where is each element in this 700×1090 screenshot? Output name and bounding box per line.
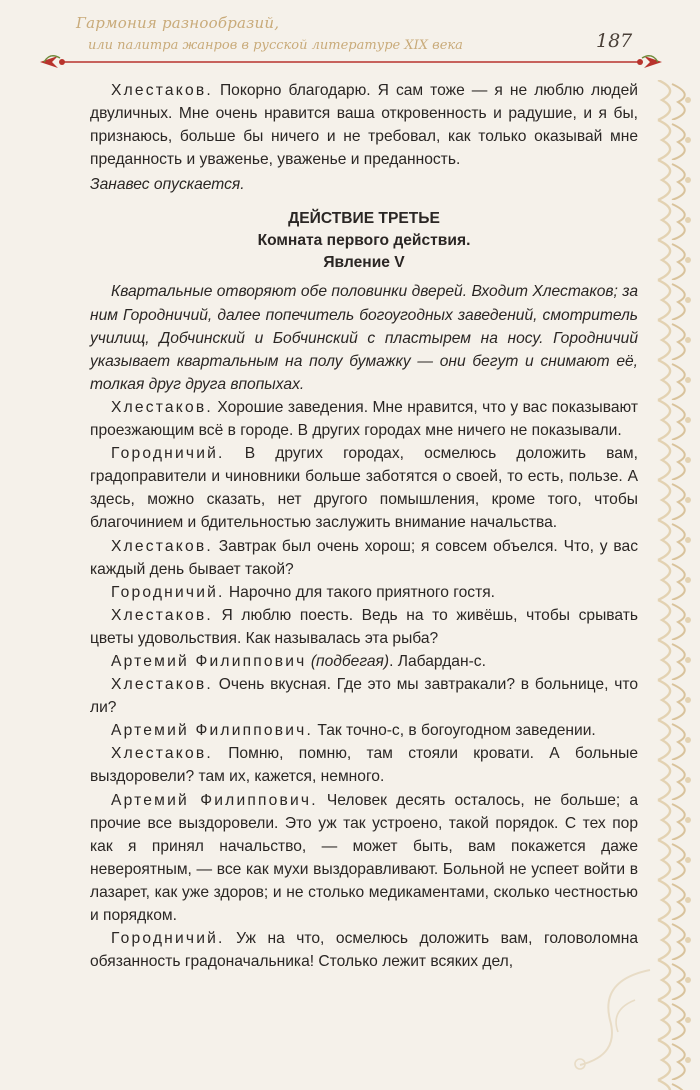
replica-paragraph [90,442,638,534]
replica-paragraph [90,79,638,171]
page-body-text [90,79,638,973]
replica-text: Так точно-с, в богоугодном заведении. [313,722,596,740]
speaker-name: Хлестаков. [111,537,213,555]
speaker-name: Городничий. [111,445,225,463]
replica-text: Нарочно для такого приятного гостя. [224,583,496,601]
speaker-name: Городничий. [111,930,225,948]
corner-swirl-ornament [540,960,660,1080]
speaker-name: Хлестаков. [111,398,213,416]
scene-heading: Явление V [323,254,405,272]
replica-text: Помню, помню, там стояли кровати. А больные выздоровели? там их, кажется, немного. [90,745,638,786]
page-number: 187 [596,30,633,52]
speaker-name: Хлестаков. [111,745,213,763]
replica-paragraph [90,396,638,442]
replica-text: Завтрак был очень хорош; я совсем объелся. Что, у вас каждый день бывает такой? [90,537,638,578]
right-tulip-ornament-icon [637,56,662,68]
replica-paragraph [90,789,638,928]
act-heading: ДЕЙСТВИЕ ТРЕТЬЕ [288,210,440,228]
speaker-remark: (подбегая) [310,652,390,670]
speaker-name: Хлестаков. [111,82,213,99]
replica-paragraph [90,604,638,650]
speaker-name: Артемий Филиппович [111,652,307,670]
replica-text: Человек десять осталось, не больше; а прочие все выздоровели. Это уж так устроено, такой порядок. С тех пор как я принял начальство, — может быть, вам покажется даже невероятным, — все как мухи выздоравливают. Больной не успеет войти в лазарет, как уже здоров; и не столько медикаментами, сколько честностью и порядком. [90,791,638,924]
speaker-name: Артемий Филиппович. [111,722,314,740]
replica-paragraph [90,581,638,604]
series-title-line2: или палитра жанров в русской литературе XIX века [88,38,463,53]
replica-paragraph [90,719,638,742]
series-title-line1: Гармония разнообразий, [76,14,280,32]
scene-direction: Квартальные отворяют обе половинки дверей. Входит Хлестаков; за ним Городничий, далее попечитель богоугодных заведений, смотритель училищ, Добчинский и Бобчинский с пластырем на носу. Городничий указывает квартальным на полу бумажку — они бегут и снимают её, толкая друг друга впопыхах. [90,283,638,393]
replica-text: Покорно благодарю. Я сам тоже — я не люблю людей двуличных. Мне очень нравится ваша откровенность и радушие, и я бы, признаюсь, больше бы ничего и не требовал, как только оказывай мне преданность и уваженье, уваженье и преданность. [90,82,638,169]
replica-text: В других городах, осмелюсь доложить вам, градоправители и чиновники больше заботятся о своей, то есть, пользе. А здесь, можно сказать, нет другого помышления, кроме того, чтобы благочинием и бдительностью заслужить внимание начальства. [90,445,638,532]
replica-paragraph [90,927,638,973]
replica-paragraph [90,650,638,673]
speaker-name: Городничий. [111,583,225,601]
room-heading: Комната первого действия. [257,232,471,250]
left-tulip-ornament-icon [40,56,65,68]
replica-text: Хорошие заведения. Мне нравится, что у вас показывают проезжающим всё в городе. В других городах мне ничего не показывали. [90,398,638,440]
page-header [0,0,700,80]
replica-text: . Лабардан-с. [389,652,486,670]
replica-paragraph [90,535,638,581]
replica-text: Я люблю поесть. Ведь на то живёшь, чтобы срывать цветы удовольствия. Как называлась эта рыба? [90,606,638,647]
stage-direction: Занавес опускается. [90,176,245,194]
speaker-name: Хлестаков. [111,676,213,694]
decorative-side-border [652,80,700,1090]
speaker-name: Артемий Филиппович. [111,791,318,809]
replica-text: Уж на что, осмелюсь доложить вам, головоломна обязанность градоначальника! Столько лежит всяких дел, [90,930,638,971]
replica-paragraph [90,673,638,719]
header-ornament-rule [0,0,700,80]
replica-paragraph [90,742,638,788]
speaker-name: Хлестаков. [111,606,213,624]
replica-text: Очень вкусная. Где это мы завтракали? в больнице, что ли? [90,676,638,717]
